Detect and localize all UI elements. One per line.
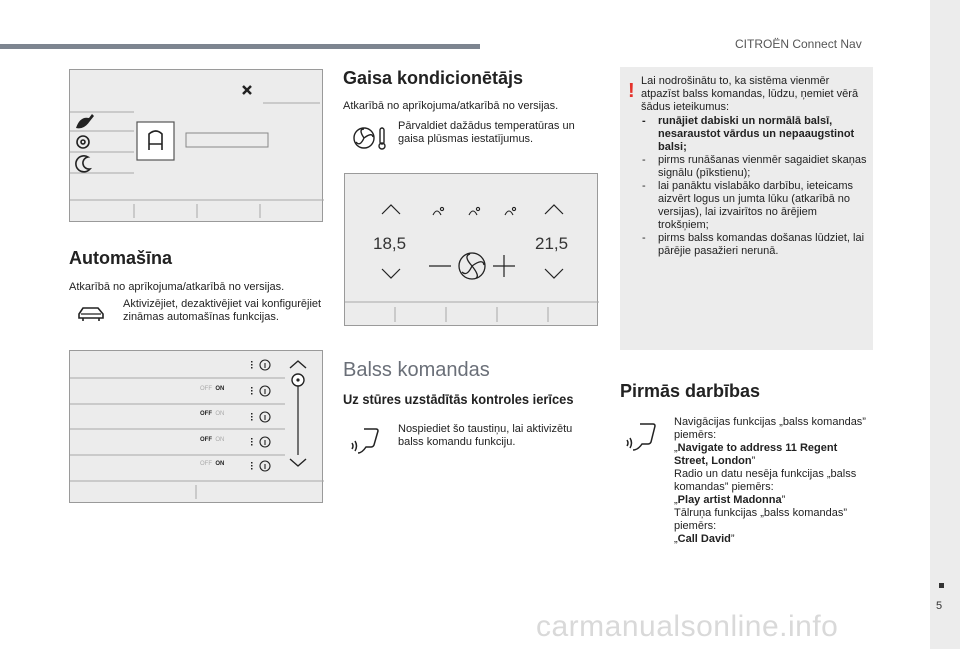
- temp-left-value: 18,5: [373, 234, 407, 253]
- airflow-face-icon: [433, 207, 516, 215]
- warning-icon: !: [628, 80, 635, 102]
- close-quote: ”: [730, 533, 735, 545]
- vehicle-intro: Atkarībā no aprīkojuma/atkarībā no versijas.: [69, 281, 285, 293]
- tip-item: - runājiet dabiski un normālā balsī, nesaraustot vārdus un nepaaugstinot balsi;: [641, 115, 869, 154]
- night-mode-icon: [76, 156, 90, 172]
- open-quote: „: [674, 494, 678, 506]
- toggle-3[interactable]: OFF ON: [200, 437, 225, 443]
- temp-left-up-icon: [382, 205, 400, 214]
- voice-command-icon: [350, 425, 382, 457]
- voice-section-title: Balss komandas: [343, 359, 490, 381]
- car-icon: [76, 304, 106, 326]
- open-quote: „: [674, 533, 678, 545]
- radio-example: Play artist Madonna: [677, 494, 782, 506]
- phone-example-intro: Tālruņa funkcijas „balss komandas” piemērs:: [674, 507, 848, 532]
- toggle-4[interactable]: OFF ON: [200, 461, 225, 467]
- header-bar: [0, 44, 480, 49]
- nav-example-intro: Navigācijas funkcijas „balss komandas” piemērs:: [674, 416, 866, 441]
- vehicle-section-title: Automašīna: [69, 248, 173, 268]
- page-marker: [939, 583, 944, 588]
- temp-left-down-icon: [382, 269, 400, 278]
- tips-list: [641, 115, 869, 258]
- watermark: carmanualsonline.info: [536, 610, 839, 643]
- open-quote: „: [674, 442, 678, 454]
- fan-icon: [459, 253, 485, 279]
- phone-example: Call David: [677, 533, 731, 545]
- climate-screen: [344, 173, 598, 326]
- scroll-up-icon: [290, 361, 306, 368]
- voice-command-icon: [624, 420, 660, 456]
- close-quote: ”: [751, 455, 756, 467]
- temp-right-up-icon: [545, 205, 563, 214]
- toggle-2[interactable]: OFF ON: [200, 411, 225, 417]
- voice-subtitle: Uz stūres uzstādītās kontroles ierīces: [343, 391, 574, 407]
- tip-item: - lai panāktu vislabāko darbību, ieteicams aizvērt logus un jumta lūku (atkarībā no versijas), lai izvairītos no ārējiem trokšņiem;: [641, 180, 869, 232]
- fan-increase-icon: [493, 255, 515, 277]
- vehicle-functions-screen: [69, 350, 323, 503]
- voice-description: Nospiediet šo taustiņu, lai aktivizētu balss komandu funkciju.: [398, 423, 573, 448]
- ac-intro: Atkarībā no aprīkojuma/atkarībā no versijas.: [343, 100, 559, 112]
- scroll-down-icon: [290, 459, 306, 466]
- examples-block: [674, 416, 869, 546]
- options-icon: [251, 361, 253, 470]
- ac-section-title: Gaisa kondicionētājs: [343, 68, 524, 88]
- nav-example: Navigate to address 11 Regent Street, London: [674, 442, 838, 467]
- vehicle-settings-icon: [76, 114, 94, 128]
- ac-description: Pārvaldiet dažādus temperatūras un gaisa plūsmas iestatījumus.: [398, 120, 575, 145]
- first-steps-title: Pirmās darbības: [620, 381, 761, 401]
- brand-label: CITROËN Connect Nav: [735, 37, 862, 51]
- tip-item: - pirms runāšanas vienmēr sagaidiet skaņas signālu (pīkstienu);: [641, 154, 869, 180]
- page-side-strip: [930, 0, 960, 649]
- vehicle-menu-screen: [69, 69, 323, 222]
- vehicle-description: Aktivizējiet, dezaktivējiet vai konfigurējiet zināmas automašīnas funkcijas.: [123, 298, 322, 323]
- scrollbar[interactable]: [292, 374, 304, 455]
- toggle-1[interactable]: OFF ON: [200, 386, 225, 392]
- temp-right-down-icon: [545, 269, 563, 278]
- climate-icon: [352, 125, 388, 151]
- close-icon: [243, 86, 251, 94]
- info-icon: [260, 360, 270, 471]
- temp-right-value: 21,5: [535, 234, 569, 253]
- radio-example-intro: Radio un datu nesēja funkcijas „balss komandas” piemērs:: [674, 468, 857, 493]
- warning-intro: Lai nodrošinātu to, ka sistēma vienmēr atpazīst balss komandas, lūdzu, ņemiet vērā šādus ieteikumus:: [641, 75, 859, 113]
- driving-aids-icon: [77, 136, 89, 148]
- close-quote: ”: [781, 494, 786, 506]
- tip-item: - pirms balss komandas došanas lūdziet, lai pārējie pasažieri nerunā.: [641, 232, 869, 258]
- page-number: 5: [936, 600, 943, 612]
